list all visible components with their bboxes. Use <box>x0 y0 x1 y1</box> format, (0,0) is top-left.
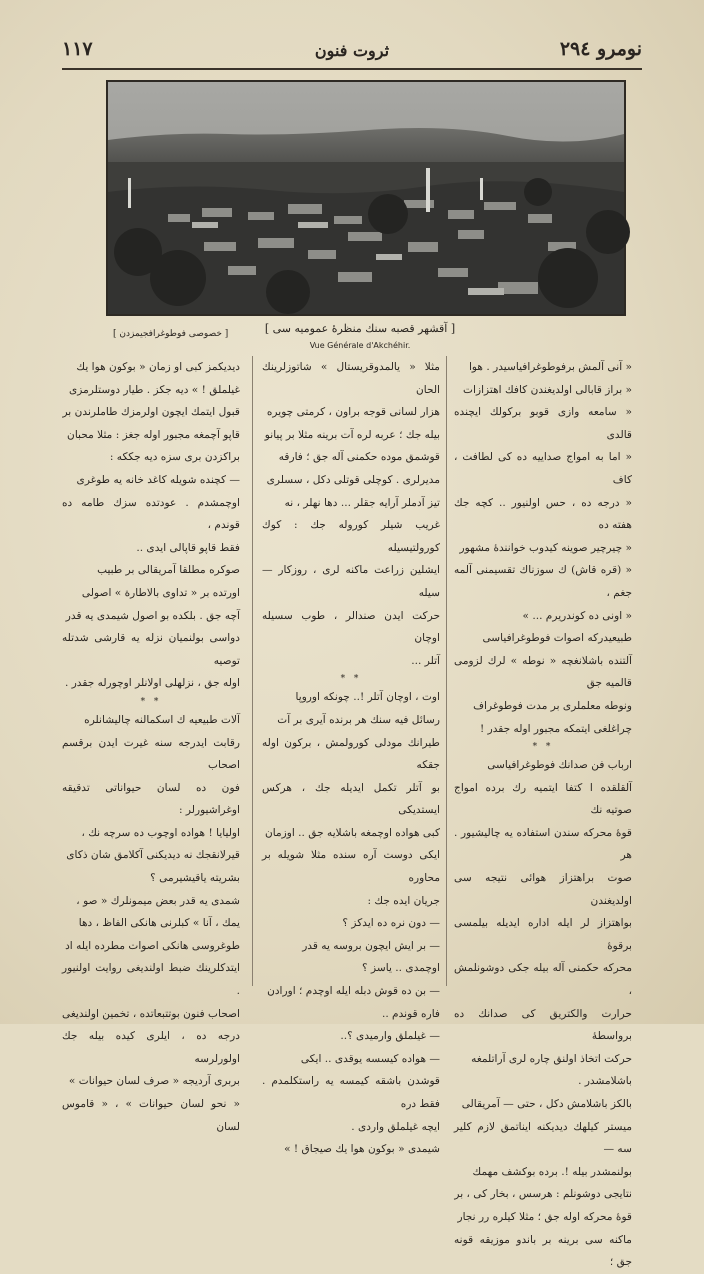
text-line: ماكنه سى برينه بر باندو موزيقه قونه جق ؛ <box>454 1233 632 1269</box>
text-line: ديديكمز كبى او زمان « بوكون هوا يك <box>76 361 240 373</box>
text-line: دواسى بولنميان نزله يه قارشى شدتله توصيه <box>62 632 240 667</box>
column-divider <box>252 356 253 986</box>
text-column-middle <box>262 356 440 1156</box>
text-line: آچه جق . بلكده بو اصول شيمدى يه قدر <box>65 609 240 622</box>
text-line: قوۀ محركه اوله جق ؛ مثلا كيلره رر نجار <box>457 1210 632 1223</box>
text-line: غريب شيلر كوروله جك : كوك كورولتيسيله <box>262 519 440 554</box>
text-line: آلات طبيعيه ك اسكمالنه چاليشانلره <box>84 713 240 726</box>
text-line: براكزدن برى سزه ديه جككه : <box>109 451 240 464</box>
text-line: بواهتزاز لر ايله اداره ايديله بيلمسى برقوۀ <box>454 917 632 952</box>
text-line: « سامعه وازى قوبو بركولك ايچنده قالدى <box>454 406 632 441</box>
text-line: ميستر كيلهك ديديكنه ايناتمق لازم كلير سه — <box>454 1120 632 1156</box>
text-line: قاپو آچمغه مجبور اوله جغز : مثلا محبان <box>67 428 240 441</box>
text-line: مثلا « يالمدوقريستال » شاتوزلرينك الحان <box>262 361 440 396</box>
text-line: « (قره قاش) ك سوزناك تقسيمنى آلمه جغم ، <box>454 564 632 599</box>
text-line: رسائل فيه سنك هر برنده آيرى بر آت <box>277 713 440 726</box>
text-line: طوغروسى هانكى اصوات مطرده ايله اد <box>65 939 240 952</box>
text-line: ارباب فن صدانك فوطوغرافياسى <box>487 759 632 772</box>
text-line: آلتنده باشلانغچه « نوطه » لرك لزومى قالميه جق <box>454 654 632 690</box>
text-line: بشريته ياقيشيرمى ؟ <box>150 872 240 885</box>
text-line: — هواده كيسسه يوقدى .. ايكى <box>300 1052 440 1065</box>
page-number: ١١٧ <box>62 38 93 60</box>
text-line: « نحو لسان حيوانات » ، « قاموس لسان <box>62 1098 240 1133</box>
text-line: اورتده بر « تداوى بالاطارة » اصولى <box>81 586 240 599</box>
photo-caption-french: Vue Générale d'Akchéhir. <box>309 341 411 350</box>
text-line: هزار لسانى قوجه براون ، كرمتى چويره <box>266 406 440 419</box>
section-separator: * * <box>140 696 162 707</box>
text-line: آتلر ... <box>411 654 440 667</box>
text-line: — بن ده قوش دبله ايله اوچدم ؛ اورادن <box>267 985 440 998</box>
text-line: صوت براهتزاز هوائى نتيجه سى اولديغندن <box>454 872 632 907</box>
text-line: اوچمدى .. ياسز ؟ <box>362 962 440 975</box>
text-line: اوت ، اوچان آتلر !.. چونكه اوروپا <box>295 691 440 704</box>
text-line: غيلملق ! » ديه جكز . طيار دوستلرمزى <box>68 383 240 396</box>
text-line: طيرانك مودلى كورولمش ، بركون اوله جقكه <box>262 736 440 772</box>
text-line: — دون نره ده ايدكز ؟ <box>342 917 440 930</box>
text-line: بربرى آرديجه « صرف لسان حيوانات » <box>68 1075 240 1088</box>
column-divider <box>446 356 447 986</box>
text-line: شيمدى « بوكون هوا يك صيجاق ! » <box>284 1143 440 1156</box>
text-line: بو آتلر تكمل ايديله جك ، هركس ايستديكى <box>262 781 440 817</box>
text-line: — غيلملق وارميدى ؟.. <box>340 1030 440 1043</box>
text-line: « براز قابالى اولديغندن كافك اهتزازات <box>463 383 632 396</box>
text-line: جريان ايده جك : <box>367 894 440 907</box>
text-line: حركت اتخاذ اولنق چاره لرى آراتلمغه <box>471 1052 632 1065</box>
text-line: شمدى يه قدر بعض ميمونلرك « صو ، <box>76 894 240 907</box>
text-line: فون ده لسان حيواناتى تدقيقه اوغراشيورلر : <box>62 781 240 817</box>
text-line: طبيعيدركه اصوات فوطوغرافياسى <box>482 632 632 645</box>
text-line: « آنى آلمش برفوطوغرافياسيدر . هوا <box>468 361 632 373</box>
akshehir-photograph <box>106 80 626 316</box>
text-line: « اما به امواج صداييه ده كى لطافت ، كاف <box>454 451 632 486</box>
text-column-right <box>454 356 632 1269</box>
text-line: قيرلانقجك نه ديديكنى آكلامق شان ذكاى <box>66 849 240 862</box>
section-separator: * * <box>340 674 362 685</box>
text-line: تيز آدملر آرايه جقلر ... دها نهلر ، نه <box>284 496 440 509</box>
text-line: آلقلقده ا كتفا ايتميه رك برده امواج صوتيه نك <box>454 781 632 817</box>
text-line: كبى هواده اوچمغه باشلايه جق .. اوزمان <box>264 826 440 839</box>
text-line: قوشدن باشقه كيمسه يه راستكلمدم . فقط دره <box>262 1075 440 1110</box>
text-line: بالكز باشلامش دكل ، حتى — آمريقالى <box>461 1098 632 1110</box>
text-line: اصحاب فنون بوتتبعاتده ، تخمين اولنديغى <box>61 1007 240 1020</box>
section-separator: * * <box>532 742 554 753</box>
text-line: قبول ايتمك ايچون اولرمزك طاملرندن بر <box>62 406 240 419</box>
text-line: — كچنده شويله كاغد خانه يه طوغرى <box>76 473 240 486</box>
text-line: « درجه ده ، حس اولنيور .. كچه جك هفته ده <box>454 496 632 532</box>
text-line: فقط قاپو قاپالى ايدى .. <box>136 541 240 554</box>
text-line: مديرلرى . كوچلى قوتلى دكل ، سسلرى <box>266 473 440 486</box>
text-line: درجه ده ، ايلرى كيده بيله جك اولورلرسه <box>62 1030 240 1065</box>
text-line: نتايجى دوشونلم : هرسس ، بخار كى ، بر <box>454 1188 632 1201</box>
text-line: ايشلين زراعت ماكنه لرى ، روزكار — سيله <box>262 564 440 599</box>
issue-number: نومرو ٢٩٤ <box>559 38 642 60</box>
text-line: ايكى دوست آره سنده مثلا شويله بر محاوره <box>262 849 440 885</box>
text-line: باشلامشدر . <box>578 1075 632 1088</box>
text-line: قوشمق موده حكمنى آله جق ؛ فارقه <box>278 451 440 464</box>
text-line: يمك ، آنا » كبلرنى هانكى الفاظ ، دها <box>78 917 240 930</box>
text-line: اوليايا ! هواده اوچوب ده سرچه نك ، <box>81 826 240 839</box>
text-line: حركت ايدن صندالر ، طوب سسيله اوچان <box>262 609 440 645</box>
text-line: قوۀ محركه سندن استفاده يه چاليشيور . هر <box>454 826 632 862</box>
photo-caption: [ آقشهر قصبه سنك منظرۀ عموميه سى ] <box>264 322 456 335</box>
text-line: ايچه غيلملق واردى . <box>351 1120 440 1133</box>
text-line: اوچمشدم . عودتده سزك طامه ده قوندم ، <box>62 496 240 532</box>
photo-credit: [ خصوصى فوطوغرافجيمزدن ] <box>113 329 229 339</box>
text-line: ايتدكلرينك ضبط اولنديغى روايت اولنيور . <box>62 962 240 998</box>
text-line: فاره قوندم .. <box>381 1007 440 1020</box>
text-line: چراغلغى ايتمكه مجبور اوله جقدر ! <box>479 722 632 735</box>
page-header <box>62 34 642 70</box>
text-line: بيله جك ؛ عربه لره آت برينه مثلا بر پيانو <box>264 428 440 441</box>
text-line: « چيرچير صوينه كيدوب خوانندۀ مشهور <box>459 541 632 554</box>
journal-title: ثروت فنون <box>314 41 390 60</box>
text-line: بولنمشدر بيله !. برده بوكشف مهمك <box>472 1165 632 1178</box>
text-line: حرارت والكتريق كى صدانك ده برواسطۀ <box>454 1007 632 1043</box>
text-column-left <box>61 356 240 1133</box>
text-line: صوكره مطلقا آمريقالى بر طبيب <box>97 564 240 577</box>
text-line: ونوطه معلملرى بر مدت فوطوغراف <box>473 699 632 712</box>
text-line: محركه حكمنى آله بيله جكى دوشونلمش ، <box>454 962 632 998</box>
text-line: « اونى ده كوندريرم ... » <box>522 609 632 622</box>
text-line: — بر ايش ايچون بروسه يه قدر <box>302 939 440 952</box>
text-line: رقابت ايدرجه سنه غيرت ايدن برقسم اصحاب <box>62 736 240 772</box>
text-line: اوله جق ، نزلهلى اولانلر اوچورله جقدر . <box>64 677 240 690</box>
